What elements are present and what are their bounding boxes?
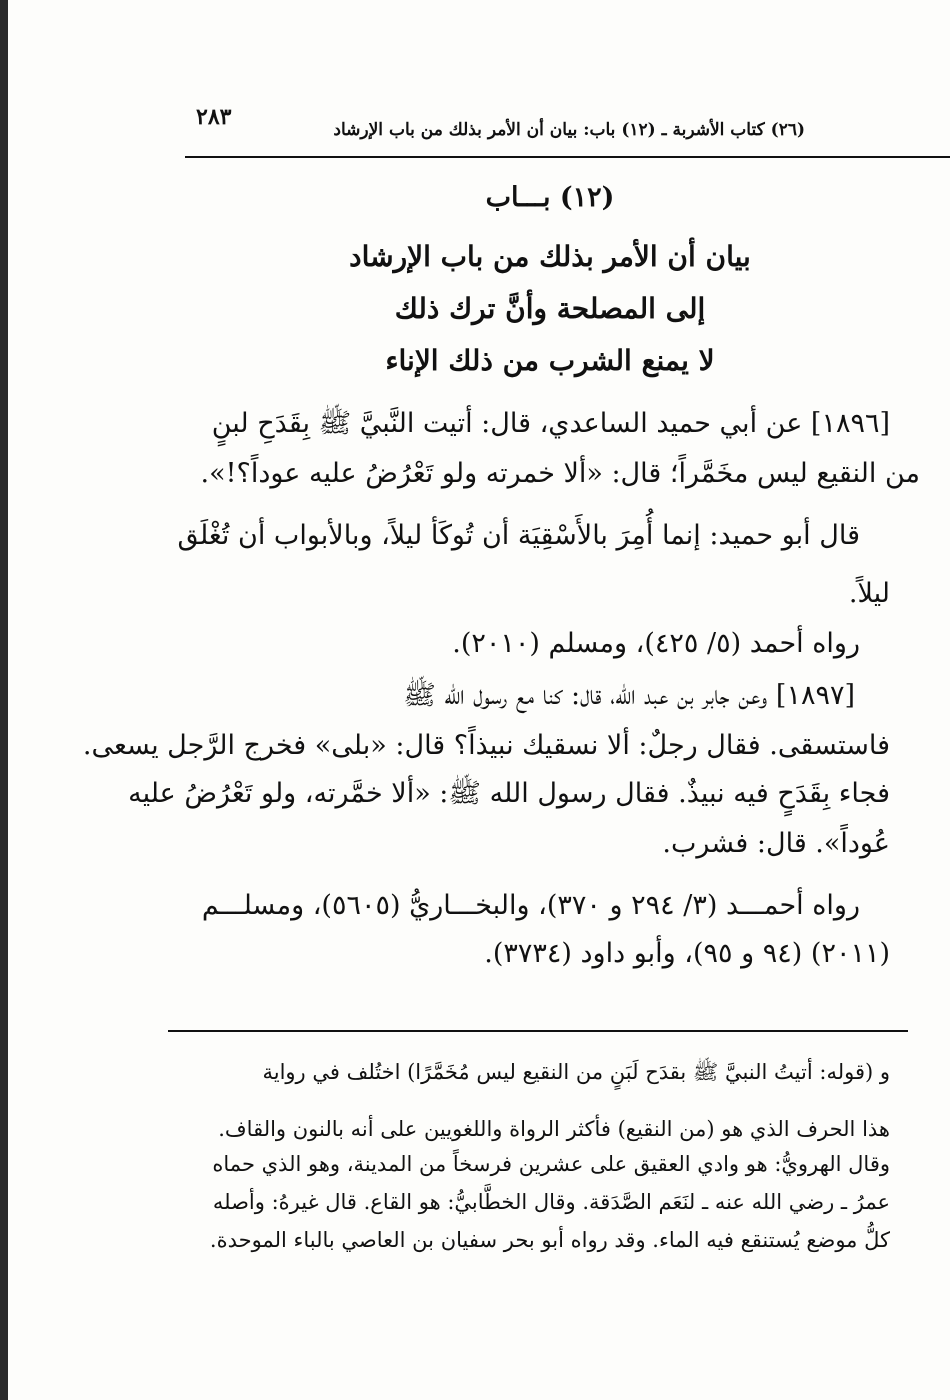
chapter-label: (١٢) بـــاب: [485, 182, 615, 213]
hadith-1897-line: [١٨٩٧] وعن جابر بن عبد الله، قال: كنا مع رسول الله ﷺ: [403, 680, 855, 711]
hadith-1896-line: ليلاً.: [848, 578, 890, 609]
chapter-title-line: بيان أن الأمر بذلك من باب الإرشاد: [349, 240, 751, 273]
hadith-1897-line: فاستسقى. فقال رجلٌ: ألا نسقيك نبيذاً؟ قال: «بلى» فخرج الرَّجل يسعى.: [82, 730, 890, 761]
header-rule: [185, 156, 950, 158]
commentary-line: و (قوله: أتيتُ النبيَّ ﷺ بقدَح لَبَنٍ من النقيع ليس مُخَمَّرًا) اختُلف في رواية: [262, 1060, 890, 1084]
chapter-title-line: إلى المصلحة وأنَّ ترك ذلك: [394, 292, 706, 325]
commentary-line: عمرُ ـ رضي الله عنه ـ لنَعَم الصَّدَقة. وقال الخطَّابيُّ: هو القاع. قال غيرهُ: وأصله: [212, 1190, 890, 1214]
hadith-1897-line: فجاء بِقَدَحٍ فيه نبيذٌ. فقال رسول الله ﷺ: «ألا خمَّرته، ولو تَعْرُضُ عليه: [128, 778, 890, 809]
citation-1896: رواه أحمد (٥/ ٤٢٥)، ومسلم (٢٠١٠).: [452, 628, 860, 659]
commentary-line: كلُّ موضع يُستنقع فيه الماء. وقد رواه أبو بحر سفيان بن العاصي بالباء الموحدة.: [209, 1228, 890, 1252]
hadith-1896-line: من النقيع ليس مخَمَّراً؛ قال: «ألا خمرته ولو تَعْرُضُ عليه عوداً؟!».: [200, 458, 920, 489]
running-header: (٢٦) كتاب الأشربة ـ (١٢) باب: بيان أن الأمر بذلك من باب الإرشاد: [333, 120, 805, 140]
chapter-title-line: لا يمنع الشرب من ذلك الإناء: [385, 344, 715, 377]
hadith-1896-line: قال أبو حميد: إنما أُمِرَ بالأَسْقِيَة أن تُوكَأ ليلاً، وبالأبواب أن تُغْلَق: [177, 520, 860, 551]
hadith-1896-line: [١٨٩٦] عن أبي حميد الساعدي، قال: أتيت النَّبيَّ ﷺ بِقَدَحِ لبنٍ: [211, 408, 890, 439]
commentary-line: وقال الهرويُّ: هو وادي العقيق على عشرين فرسخاً من المدينة، وهو الذي حماه: [212, 1152, 890, 1176]
hadith-1897-line: عُوداً». قال: فشرب.: [662, 828, 890, 859]
citation-1897: رواه أحمـــد (٣/ ٢٩٤ و ٣٧٠)، والبخـــاريُّ (٥٦٠٥)، ومسلـــم: [201, 890, 860, 921]
citation-1897: (٢٠١١) (٩٤ و ٩٥)، وأبو داود (٣٧٣٤).: [484, 938, 890, 969]
page-number: ٢٨٣: [196, 104, 232, 130]
commentary-line: هذا الحرف الذي هو (من النقيع) فأكثر الرواة واللغويين على أنه بالنون والقاف.: [218, 1117, 890, 1141]
footnote-rule: [168, 1030, 908, 1032]
